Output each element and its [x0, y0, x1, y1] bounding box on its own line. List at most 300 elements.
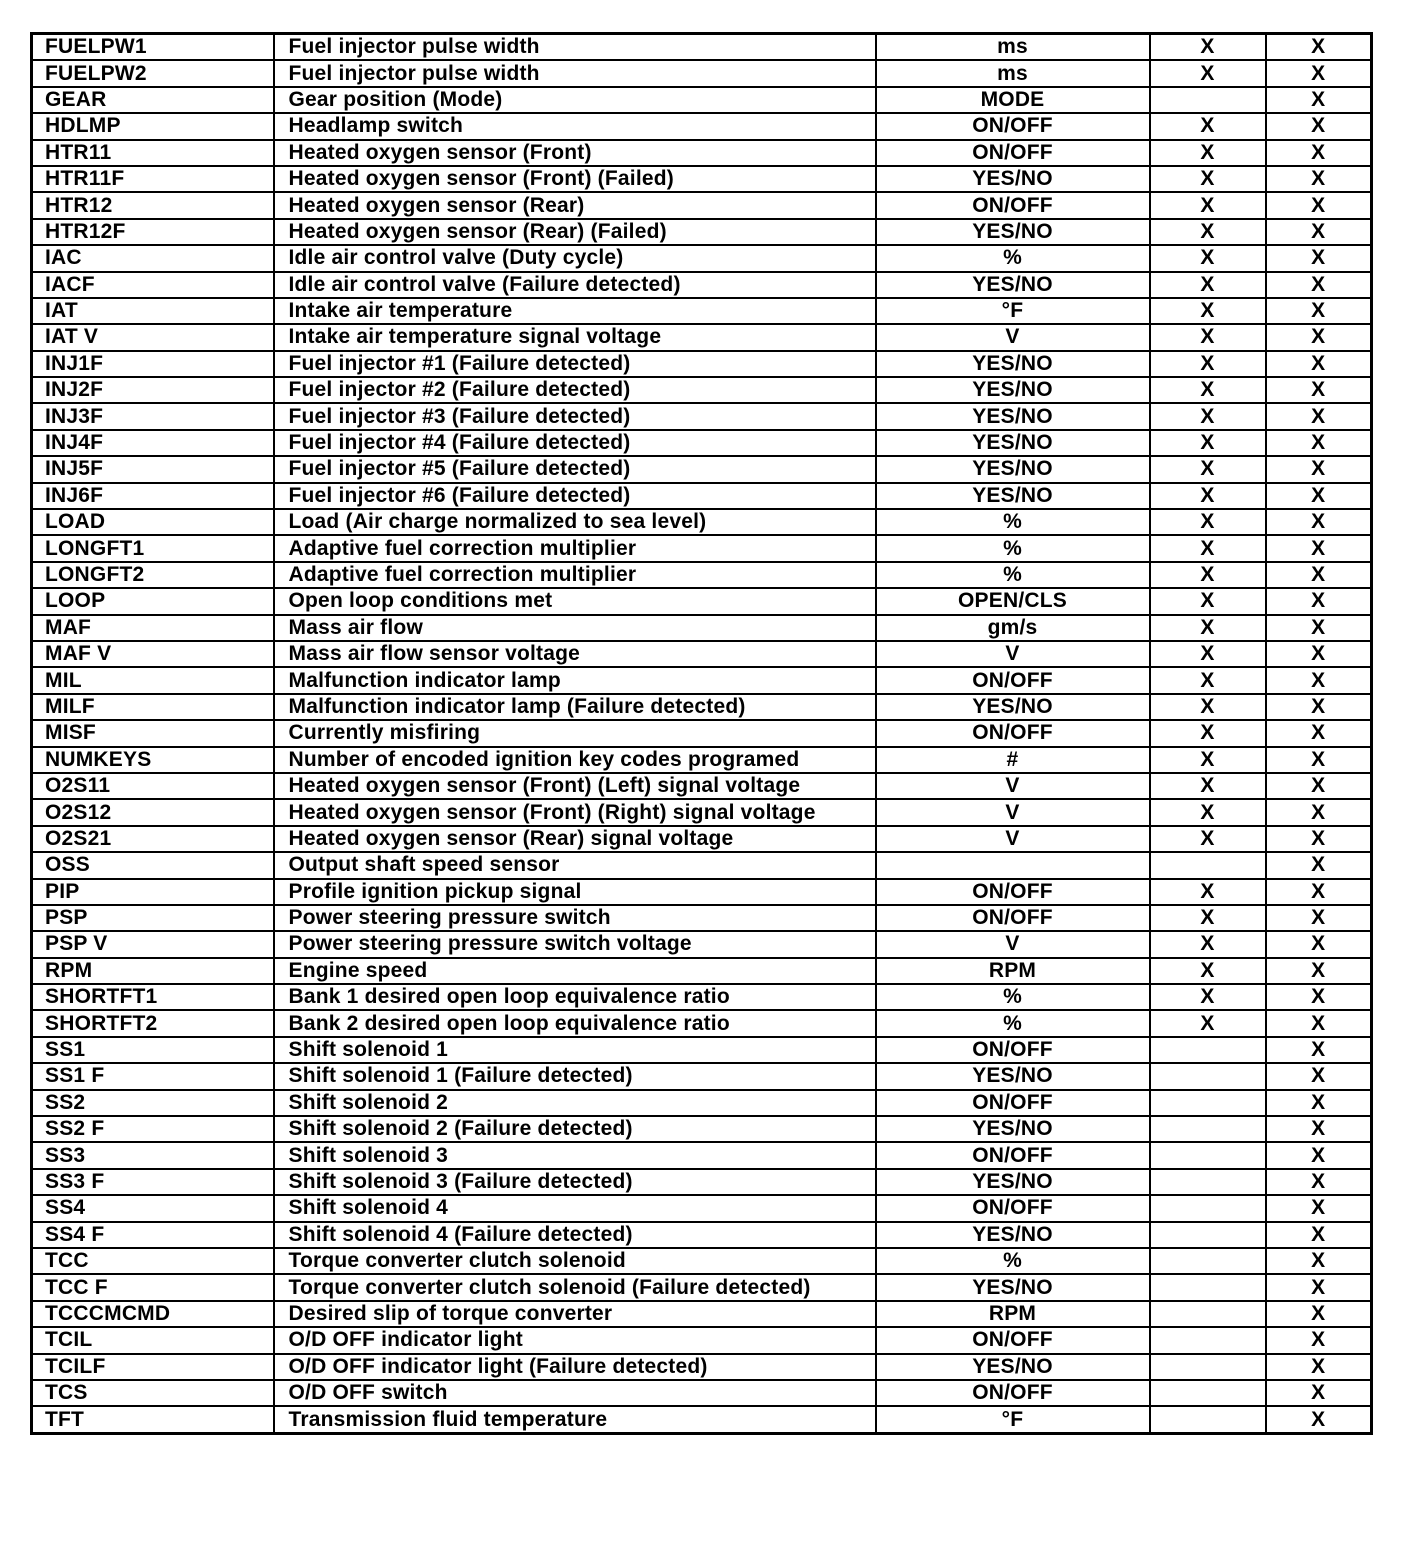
unit-cell: ON/OFF	[876, 113, 1150, 139]
mark-cell-1: X	[1150, 773, 1266, 799]
mark-cell-1	[1150, 1195, 1266, 1221]
mark-cell-1: X	[1150, 245, 1266, 271]
pid-cell: TCC	[32, 1248, 274, 1274]
description-cell: Heated oxygen sensor (Front)	[274, 140, 876, 166]
mark-cell-2: X	[1266, 1380, 1372, 1406]
description-cell: Power steering pressure switch	[274, 905, 876, 931]
mark-cell-2: X	[1266, 483, 1372, 509]
mark-cell-2: X	[1266, 1354, 1372, 1380]
mark-cell-1: X	[1150, 430, 1266, 456]
mark-cell-2: X	[1266, 87, 1372, 113]
mark-cell-2: X	[1266, 1090, 1372, 1116]
description-cell: Shift solenoid 1	[274, 1037, 876, 1063]
description-cell: Open loop conditions met	[274, 588, 876, 614]
description-cell: Number of encoded ignition key codes programed	[274, 747, 876, 773]
table-row	[32, 87, 1372, 113]
table-row	[32, 879, 1372, 905]
table-row	[32, 562, 1372, 588]
pid-cell: SS4	[32, 1195, 274, 1221]
unit-cell: #	[876, 747, 1150, 773]
description-cell: Malfunction indicator lamp (Failure detected)	[274, 694, 876, 720]
pid-cell: MISF	[32, 720, 274, 746]
description-cell: Heated oxygen sensor (Front) (Failed)	[274, 166, 876, 192]
pid-cell: SS1 F	[32, 1063, 274, 1089]
pid-cell: SHORTFT2	[32, 1010, 274, 1036]
pid-cell: MAF	[32, 615, 274, 641]
description-cell: Power steering pressure switch voltage	[274, 931, 876, 957]
table-row	[32, 1142, 1372, 1168]
pid-cell: INJ2F	[32, 377, 274, 403]
table-row	[32, 720, 1372, 746]
mark-cell-2: X	[1266, 324, 1372, 350]
table-row	[32, 905, 1372, 931]
pid-cell: LOAD	[32, 509, 274, 535]
table-row	[32, 535, 1372, 561]
mark-cell-2: X	[1266, 852, 1372, 878]
mark-cell-2: X	[1266, 403, 1372, 429]
mark-cell-1: X	[1150, 1010, 1266, 1036]
description-cell: Fuel injector #3 (Failure detected)	[274, 403, 876, 429]
unit-cell: MODE	[876, 87, 1150, 113]
pid-cell: INJ5F	[32, 456, 274, 482]
mark-cell-2: X	[1266, 615, 1372, 641]
pid-cell: MAF V	[32, 641, 274, 667]
mark-cell-2: X	[1266, 272, 1372, 298]
description-cell: Mass air flow sensor voltage	[274, 641, 876, 667]
description-cell: Load (Air charge normalized to sea level)	[274, 509, 876, 535]
unit-cell: V	[876, 931, 1150, 957]
mark-cell-2: X	[1266, 1406, 1372, 1433]
mark-cell-2: X	[1266, 34, 1372, 61]
table-row	[32, 1327, 1372, 1353]
mark-cell-1: X	[1150, 931, 1266, 957]
pid-cell: FUELPW2	[32, 60, 274, 86]
description-cell: Heated oxygen sensor (Rear) (Failed)	[274, 219, 876, 245]
table-row	[32, 1116, 1372, 1142]
description-cell: Transmission fluid temperature	[274, 1406, 876, 1433]
mark-cell-1: X	[1150, 113, 1266, 139]
description-cell: Mass air flow	[274, 615, 876, 641]
table-row	[32, 1063, 1372, 1089]
mark-cell-2: X	[1266, 826, 1372, 852]
pid-cell: LONGFT2	[32, 562, 274, 588]
mark-cell-1	[1150, 1169, 1266, 1195]
unit-cell: V	[876, 641, 1150, 667]
table-row	[32, 773, 1372, 799]
unit-cell: ON/OFF	[876, 1327, 1150, 1353]
pid-cell: PIP	[32, 879, 274, 905]
table-row	[32, 509, 1372, 535]
pid-cell: GEAR	[32, 87, 274, 113]
mark-cell-1: X	[1150, 562, 1266, 588]
description-cell: Fuel injector #6 (Failure detected)	[274, 483, 876, 509]
unit-cell: YES/NO	[876, 1354, 1150, 1380]
pid-cell: HTR11	[32, 140, 274, 166]
mark-cell-2: X	[1266, 219, 1372, 245]
table-row	[32, 747, 1372, 773]
pid-cell: TCS	[32, 1380, 274, 1406]
unit-cell: YES/NO	[876, 166, 1150, 192]
mark-cell-1: X	[1150, 298, 1266, 324]
pid-cell: PSP	[32, 905, 274, 931]
pid-cell: INJ6F	[32, 483, 274, 509]
pid-cell: LOOP	[32, 588, 274, 614]
mark-cell-1: X	[1150, 351, 1266, 377]
mark-cell-2: X	[1266, 1195, 1372, 1221]
mark-cell-2: X	[1266, 694, 1372, 720]
mark-cell-2: X	[1266, 905, 1372, 931]
table-row	[32, 140, 1372, 166]
description-cell: Heated oxygen sensor (Front) (Left) signal voltage	[274, 773, 876, 799]
pid-cell: TCIL	[32, 1327, 274, 1353]
mark-cell-1: X	[1150, 535, 1266, 561]
description-cell: Torque converter clutch solenoid (Failure detected)	[274, 1274, 876, 1300]
table-row	[32, 826, 1372, 852]
mark-cell-2: X	[1266, 509, 1372, 535]
table-row	[32, 1037, 1372, 1063]
mark-cell-1	[1150, 1063, 1266, 1089]
pid-cell: MILF	[32, 694, 274, 720]
mark-cell-2: X	[1266, 773, 1372, 799]
table-row	[32, 1169, 1372, 1195]
unit-cell: °F	[876, 1406, 1150, 1433]
pid-cell: OSS	[32, 852, 274, 878]
pid-cell: HTR11F	[32, 166, 274, 192]
table-row	[32, 351, 1372, 377]
unit-cell: YES/NO	[876, 430, 1150, 456]
table-row	[32, 984, 1372, 1010]
mark-cell-1	[1150, 1274, 1266, 1300]
description-cell: Heated oxygen sensor (Rear) signal voltage	[274, 826, 876, 852]
unit-cell: YES/NO	[876, 1169, 1150, 1195]
unit-cell: ON/OFF	[876, 667, 1150, 693]
description-cell: Engine speed	[274, 958, 876, 984]
mark-cell-1	[1150, 1248, 1266, 1274]
table-row	[32, 403, 1372, 429]
table-row	[32, 641, 1372, 667]
unit-cell: %	[876, 245, 1150, 271]
description-cell: Adaptive fuel correction multiplier	[274, 535, 876, 561]
mark-cell-2: X	[1266, 641, 1372, 667]
mark-cell-2: X	[1266, 958, 1372, 984]
description-cell: Fuel injector #5 (Failure detected)	[274, 456, 876, 482]
table-row	[32, 1274, 1372, 1300]
description-cell: O/D OFF indicator light	[274, 1327, 876, 1353]
mark-cell-2: X	[1266, 984, 1372, 1010]
description-cell: Idle air control valve (Failure detected)	[274, 272, 876, 298]
table-row	[32, 1090, 1372, 1116]
description-cell: Bank 1 desired open loop equivalence ratio	[274, 984, 876, 1010]
description-cell: Shift solenoid 4	[274, 1195, 876, 1221]
description-cell: Fuel injector #4 (Failure detected)	[274, 430, 876, 456]
mark-cell-2: X	[1266, 1301, 1372, 1327]
unit-cell: YES/NO	[876, 377, 1150, 403]
pid-cell: FUELPW1	[32, 34, 274, 61]
unit-cell: YES/NO	[876, 403, 1150, 429]
mark-cell-1: X	[1150, 826, 1266, 852]
unit-cell: ms	[876, 60, 1150, 86]
mark-cell-1: X	[1150, 403, 1266, 429]
table-row	[32, 298, 1372, 324]
unit-cell: ON/OFF	[876, 1195, 1150, 1221]
mark-cell-1: X	[1150, 34, 1266, 61]
mark-cell-2: X	[1266, 562, 1372, 588]
mark-cell-1	[1150, 1090, 1266, 1116]
mark-cell-2: X	[1266, 1274, 1372, 1300]
mark-cell-2: X	[1266, 1222, 1372, 1248]
unit-cell: gm/s	[876, 615, 1150, 641]
description-cell: Torque converter clutch solenoid	[274, 1248, 876, 1274]
mark-cell-2: X	[1266, 931, 1372, 957]
mark-cell-1	[1150, 1327, 1266, 1353]
table-row	[32, 667, 1372, 693]
table-row	[32, 1301, 1372, 1327]
table-row	[32, 324, 1372, 350]
unit-cell: YES/NO	[876, 694, 1150, 720]
table-row	[32, 852, 1372, 878]
mark-cell-1: X	[1150, 377, 1266, 403]
description-cell: Malfunction indicator lamp	[274, 667, 876, 693]
unit-cell: V	[876, 799, 1150, 825]
mark-cell-1	[1150, 1406, 1266, 1433]
mark-cell-1: X	[1150, 747, 1266, 773]
pid-cell: LONGFT1	[32, 535, 274, 561]
mark-cell-1: X	[1150, 456, 1266, 482]
pid-cell: IAT	[32, 298, 274, 324]
description-cell: Headlamp switch	[274, 113, 876, 139]
unit-cell: ON/OFF	[876, 720, 1150, 746]
pid-cell: HTR12F	[32, 219, 274, 245]
mark-cell-2: X	[1266, 140, 1372, 166]
description-cell: Bank 2 desired open loop equivalence ratio	[274, 1010, 876, 1036]
table-row	[32, 60, 1372, 86]
unit-cell: RPM	[876, 1301, 1150, 1327]
unit-cell: ON/OFF	[876, 140, 1150, 166]
table-row	[32, 1354, 1372, 1380]
table-row	[32, 1222, 1372, 1248]
table-row	[32, 219, 1372, 245]
description-cell: Gear position (Mode)	[274, 87, 876, 113]
table-row	[32, 272, 1372, 298]
mark-cell-1	[1150, 87, 1266, 113]
mark-cell-1	[1150, 1380, 1266, 1406]
mark-cell-2: X	[1266, 667, 1372, 693]
description-cell: Profile ignition pickup signal	[274, 879, 876, 905]
description-cell: Fuel injector #1 (Failure detected)	[274, 351, 876, 377]
pid-cell: HDLMP	[32, 113, 274, 139]
mark-cell-2: X	[1266, 1063, 1372, 1089]
description-cell: Shift solenoid 3	[274, 1142, 876, 1168]
mark-cell-1	[1150, 1354, 1266, 1380]
mark-cell-2: X	[1266, 377, 1372, 403]
description-cell: Shift solenoid 2 (Failure detected)	[274, 1116, 876, 1142]
mark-cell-2: X	[1266, 1169, 1372, 1195]
mark-cell-1: X	[1150, 324, 1266, 350]
unit-cell: ON/OFF	[876, 192, 1150, 218]
unit-cell: %	[876, 509, 1150, 535]
table-row	[32, 166, 1372, 192]
description-cell: Fuel injector pulse width	[274, 34, 876, 61]
unit-cell: V	[876, 324, 1150, 350]
pid-cell: NUMKEYS	[32, 747, 274, 773]
mark-cell-1: X	[1150, 140, 1266, 166]
pid-cell: INJ4F	[32, 430, 274, 456]
description-cell: Adaptive fuel correction multiplier	[274, 562, 876, 588]
pid-table	[30, 32, 1373, 1435]
unit-cell: YES/NO	[876, 1063, 1150, 1089]
table-row	[32, 1380, 1372, 1406]
unit-cell	[876, 852, 1150, 878]
unit-cell: OPEN/CLS	[876, 588, 1150, 614]
mark-cell-1: X	[1150, 483, 1266, 509]
mark-cell-2: X	[1266, 1248, 1372, 1274]
mark-cell-1	[1150, 852, 1266, 878]
mark-cell-2: X	[1266, 192, 1372, 218]
description-cell: Heated oxygen sensor (Front) (Right) signal voltage	[274, 799, 876, 825]
pid-cell: HTR12	[32, 192, 274, 218]
table-row	[32, 1248, 1372, 1274]
mark-cell-2: X	[1266, 113, 1372, 139]
pid-cell: TFT	[32, 1406, 274, 1433]
table-row	[32, 1406, 1372, 1433]
pid-cell: TCC F	[32, 1274, 274, 1300]
pid-cell: SS2 F	[32, 1116, 274, 1142]
pid-cell: INJ1F	[32, 351, 274, 377]
table-row	[32, 958, 1372, 984]
pid-cell: SS3	[32, 1142, 274, 1168]
unit-cell: %	[876, 1010, 1150, 1036]
mark-cell-1: X	[1150, 720, 1266, 746]
mark-cell-2: X	[1266, 720, 1372, 746]
table-row	[32, 615, 1372, 641]
table-row	[32, 192, 1372, 218]
mark-cell-1: X	[1150, 219, 1266, 245]
mark-cell-1: X	[1150, 615, 1266, 641]
table-row	[32, 931, 1372, 957]
table-row	[32, 1010, 1372, 1036]
description-cell: Intake air temperature	[274, 298, 876, 324]
mark-cell-1: X	[1150, 588, 1266, 614]
description-cell: Shift solenoid 4 (Failure detected)	[274, 1222, 876, 1248]
mark-cell-1: X	[1150, 879, 1266, 905]
description-cell: Fuel injector #2 (Failure detected)	[274, 377, 876, 403]
description-cell: Idle air control valve (Duty cycle)	[274, 245, 876, 271]
mark-cell-1: X	[1150, 799, 1266, 825]
mark-cell-1: X	[1150, 667, 1266, 693]
mark-cell-2: X	[1266, 298, 1372, 324]
unit-cell: °F	[876, 298, 1150, 324]
table-row	[32, 245, 1372, 271]
mark-cell-1: X	[1150, 166, 1266, 192]
mark-cell-1	[1150, 1116, 1266, 1142]
pid-cell: PSP V	[32, 931, 274, 957]
unit-cell: %	[876, 1248, 1150, 1274]
pid-cell: SS1	[32, 1037, 274, 1063]
pid-cell: TCCCMCMD	[32, 1301, 274, 1327]
mark-cell-1	[1150, 1142, 1266, 1168]
mark-cell-1	[1150, 1037, 1266, 1063]
unit-cell: RPM	[876, 958, 1150, 984]
unit-cell: YES/NO	[876, 1222, 1150, 1248]
unit-cell: YES/NO	[876, 456, 1150, 482]
unit-cell: YES/NO	[876, 272, 1150, 298]
mark-cell-1: X	[1150, 641, 1266, 667]
description-cell: O/D OFF switch	[274, 1380, 876, 1406]
mark-cell-2: X	[1266, 1142, 1372, 1168]
mark-cell-2: X	[1266, 588, 1372, 614]
unit-cell: ON/OFF	[876, 879, 1150, 905]
description-cell: Currently misfiring	[274, 720, 876, 746]
unit-cell: V	[876, 773, 1150, 799]
unit-cell: YES/NO	[876, 483, 1150, 509]
pid-cell: SS4 F	[32, 1222, 274, 1248]
mark-cell-2: X	[1266, 351, 1372, 377]
table-row	[32, 694, 1372, 720]
unit-cell: %	[876, 535, 1150, 561]
description-cell: O/D OFF indicator light (Failure detected)	[274, 1354, 876, 1380]
mark-cell-2: X	[1266, 1010, 1372, 1036]
table-row	[32, 113, 1372, 139]
table-row	[32, 456, 1372, 482]
mark-cell-2: X	[1266, 1116, 1372, 1142]
mark-cell-2: X	[1266, 535, 1372, 561]
pid-cell: RPM	[32, 958, 274, 984]
table-row	[32, 799, 1372, 825]
pid-cell: TCILF	[32, 1354, 274, 1380]
table-row	[32, 1195, 1372, 1221]
description-cell: Shift solenoid 1 (Failure detected)	[274, 1063, 876, 1089]
description-cell: Heated oxygen sensor (Rear)	[274, 192, 876, 218]
pid-cell: MIL	[32, 667, 274, 693]
unit-cell: %	[876, 984, 1150, 1010]
mark-cell-1: X	[1150, 272, 1266, 298]
unit-cell: ON/OFF	[876, 1090, 1150, 1116]
pid-cell: SS3 F	[32, 1169, 274, 1195]
unit-cell: YES/NO	[876, 219, 1150, 245]
mark-cell-2: X	[1266, 799, 1372, 825]
pid-cell: O2S21	[32, 826, 274, 852]
table-row	[32, 483, 1372, 509]
unit-cell: YES/NO	[876, 1274, 1150, 1300]
unit-cell: ON/OFF	[876, 1037, 1150, 1063]
pid-cell: IACF	[32, 272, 274, 298]
mark-cell-2: X	[1266, 166, 1372, 192]
mark-cell-1: X	[1150, 905, 1266, 931]
unit-cell: ON/OFF	[876, 905, 1150, 931]
mark-cell-1	[1150, 1222, 1266, 1248]
unit-cell: V	[876, 826, 1150, 852]
pid-cell: IAC	[32, 245, 274, 271]
mark-cell-2: X	[1266, 430, 1372, 456]
mark-cell-1: X	[1150, 694, 1266, 720]
mark-cell-2: X	[1266, 1327, 1372, 1353]
mark-cell-2: X	[1266, 60, 1372, 86]
mark-cell-1: X	[1150, 60, 1266, 86]
unit-cell: %	[876, 562, 1150, 588]
mark-cell-2: X	[1266, 245, 1372, 271]
description-cell: Output shaft speed sensor	[274, 852, 876, 878]
mark-cell-2: X	[1266, 456, 1372, 482]
pid-cell: SHORTFT1	[32, 984, 274, 1010]
mark-cell-1: X	[1150, 509, 1266, 535]
mark-cell-1: X	[1150, 958, 1266, 984]
mark-cell-2: X	[1266, 879, 1372, 905]
pid-cell: INJ3F	[32, 403, 274, 429]
pid-cell: O2S11	[32, 773, 274, 799]
pid-table-body	[32, 34, 1372, 1434]
table-row	[32, 588, 1372, 614]
table-row	[32, 377, 1372, 403]
